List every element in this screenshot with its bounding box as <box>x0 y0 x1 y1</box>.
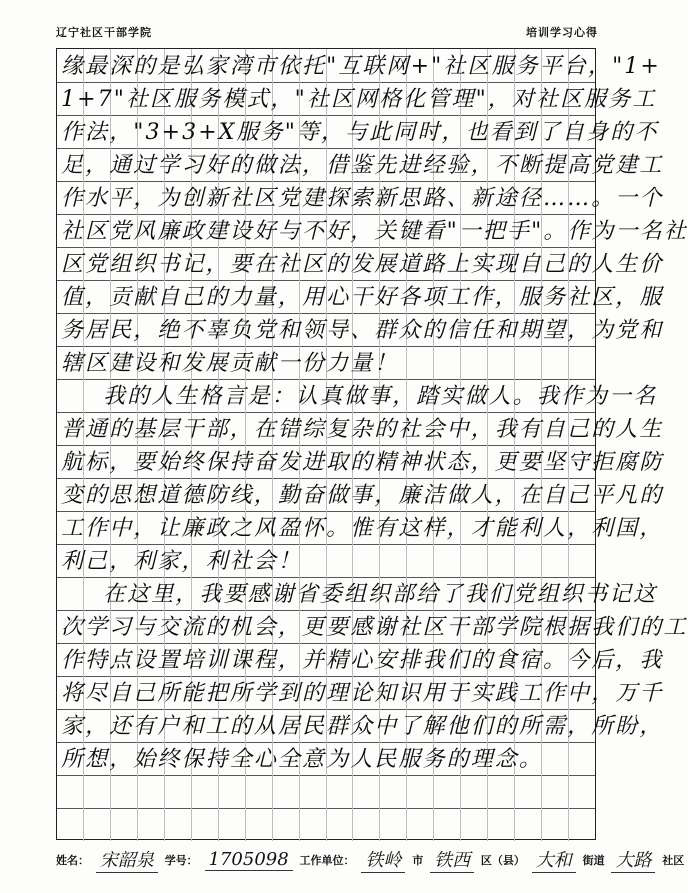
district-value: 铁西 <box>430 846 474 873</box>
essay-line: 区党组织书记，要在社区的发展道路上实现自己的人生价 <box>61 252 664 277</box>
essay-row <box>57 610 688 644</box>
essay-line: 作特点设置培训课程，并精心安排我们的食宿。今后，我 <box>61 648 664 673</box>
essay-line: 在这里，我要感谢省委组织部给了我们党组织书记这 <box>103 582 658 607</box>
essay-row <box>57 808 595 841</box>
document-type: 培训学习心得 <box>526 26 598 39</box>
student-id-label: 学号： <box>164 853 198 867</box>
essay-row <box>57 577 658 611</box>
community-value: 大路 <box>611 846 655 873</box>
essay-line: 作水平，为创新社区党建探索新思路、新途径……。一个 <box>61 186 664 211</box>
essay-row <box>57 49 661 83</box>
essay-row <box>57 478 664 512</box>
essay-row <box>57 544 595 578</box>
street-value: 大和 <box>532 846 576 873</box>
city-value: 铁岭 <box>361 846 405 873</box>
essay-row <box>57 445 664 479</box>
student-id-value: 1705098 <box>205 849 293 871</box>
essay-row <box>57 709 664 743</box>
essay-row <box>57 412 664 446</box>
city-suffix: 市 <box>412 853 424 867</box>
essay-line: 航标，要始终保持奋发进取的精神状态，更要坚守拒腐防 <box>61 450 664 475</box>
essay-row <box>57 214 688 248</box>
essay-row <box>57 148 664 182</box>
page-header <box>56 24 598 44</box>
essay-row <box>57 82 657 116</box>
essay-row <box>57 511 664 545</box>
essay-row <box>57 181 664 215</box>
work-unit-label: 工作单位： <box>299 853 355 867</box>
name-value: 宋韶泉 <box>96 846 158 873</box>
essay-line: 1+7"社区服务模式，"社区网格化管理"，对社区服务工 <box>61 87 657 112</box>
essay-line: 社区党风廉政建设好与不好，关键看"一把手"。作为一名社 <box>61 219 688 244</box>
essay-line: 足，通过学习好的做法，借鉴先进经验，不断提高党建工 <box>61 153 664 178</box>
essay-line: 家，还有户和工的从居民群众中了解他们的所需，所盼， <box>61 714 664 739</box>
institution-name: 辽宁社区干部学院 <box>56 26 152 39</box>
essay-line: 作法，"3+3+X服务"等，与此同时，也看到了自身的不 <box>61 120 659 145</box>
essay-row <box>57 742 595 776</box>
essay-row <box>57 379 658 413</box>
essay-line: 务居民，绝不辜负党和领导、群众的信任和期望，为党和 <box>61 318 664 343</box>
essay-line: 将尽自己所能把所学到的理论知识用于实践工作中，万千 <box>61 681 664 706</box>
essay-line: 变的思想道德防线，勤奋做事，廉洁做人，在自己平凡的 <box>61 483 664 508</box>
essay-line: 利己，利家，利社会！ <box>61 549 303 574</box>
essay-row <box>57 247 664 281</box>
essay-row <box>57 676 664 710</box>
essay-line: 值，贡献自己的力量，用心干好各项工作，服务社区，服 <box>61 285 664 310</box>
essay-line: 缘最深的是弘家湾市依托"互联网+"社区服务平台，"1+ <box>61 54 661 79</box>
street-suffix: 街道 <box>582 853 605 867</box>
grid-cells <box>57 775 595 808</box>
community-suffix: 社区 <box>662 853 685 867</box>
grid-cells <box>57 808 595 841</box>
essay-row <box>57 346 595 380</box>
essay-line: 工作中，让廉政之风盈怀。惟有这样，才能利人，利国， <box>61 516 664 541</box>
essay-grid <box>56 48 688 840</box>
signature-footer <box>56 846 685 876</box>
essay-line: 辖区建设和发展贡献一份力量！ <box>61 351 399 376</box>
essay-row <box>57 313 664 347</box>
essay-row <box>57 775 595 809</box>
essay-row <box>57 115 659 149</box>
essay-line: 我的人生格言是：认真做事，踏实做人。我作为一名 <box>103 384 658 409</box>
district-suffix: 区（县） <box>480 853 525 867</box>
name-label: 姓名： <box>56 853 89 867</box>
essay-line: 所想，始终保持全心全意为人民服务的理念。 <box>61 747 544 772</box>
essay-row <box>57 643 664 677</box>
essay-row <box>57 280 664 314</box>
essay-line: 普通的基层干部，在错综复杂的社会中，我有自己的人生 <box>61 417 664 442</box>
essay-line: 次学习与交流的机会，更要感谢社区干部学院根据我们的工 <box>61 615 688 640</box>
